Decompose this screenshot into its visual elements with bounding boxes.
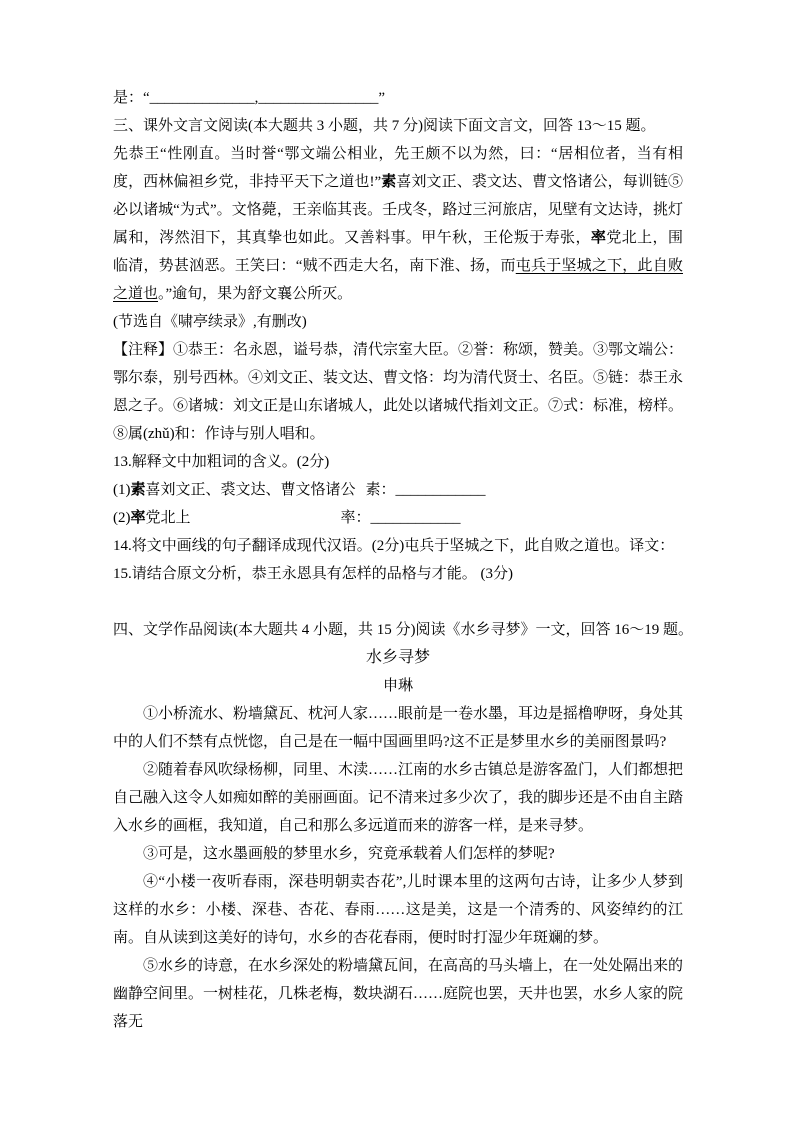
- essay-paragraph-1-text: ①小桥流水、粉墙黛瓦、枕河人家……眼前是一卷水墨，耳边是摇橹咿呀，身处其中的人们不禁有点恍惚，自己是在一幅中国画里吗?这不正是梦里水乡的美丽图景吗?: [113, 706, 684, 750]
- classical-part1: 先恭王“性刚直。当时誉“鄂文端公相业，先王颇不以为然，曰：“居相位者，当有相度，西林偏袒乡党，非持平天下之道也!”: [113, 146, 683, 190]
- essay-paragraph-2: [113, 756, 683, 840]
- q13-item2-bold-word: 率: [130, 510, 146, 526]
- q13-item1-text: 喜刘文正、裘文达、曹文恪诸公: [145, 482, 356, 498]
- essay-paragraph-2-text: ②随着春风吹绿杨柳，同里、木渎……江南的水乡古镇总是游客盈门，人们都想把自己融入这令人如痴如醉的美丽画面。记不清来过多少次了，我的脚步还是不由自主踏入水乡的画框，我知道，自己和那么多远道而来的游客一样，是来寻梦。: [113, 762, 684, 834]
- classical-part2: 喜刘文正、裘文达、曹文恪诸公，每训链⑤必以诸城“为式”。文恪薨，王亲临其丧。壬戌冬，路过三河旅店，见壁有文达诗，挑灯属和，涔然泪下，其真挚也如此。又善料事。甲午秋，王伦叛于寿张，: [113, 174, 683, 246]
- question-14-text: 14.将文中画线的句子翻译成现代汉语。(2分)屯兵于坚城之下，此自败之道也。译文：: [113, 538, 675, 554]
- essay-author: [113, 672, 683, 700]
- question-13-item-2: [113, 504, 683, 532]
- q13-item1-num: (1): [113, 482, 131, 498]
- question-13-header: [113, 448, 683, 476]
- fill-in-text: 是：“______________,________________”: [113, 90, 386, 106]
- essay-paragraph-4-text: ④“小楼一夜听春雨，深巷明朝卖杏花”,儿时课本里的这两句古诗，让多少人梦到这样的水乡：小楼、深巷、杏花、春雨……这是美，这是一个清秀的、风姿绰约的江南。自从读到这美好的诗句，水乡的杏花春雨，便时时打湿少年斑斓的梦。: [113, 874, 683, 946]
- essay-title-text: 水乡寻梦: [365, 649, 430, 666]
- essay-paragraph-4: [113, 868, 683, 952]
- essay-author-text: 申琳: [382, 678, 413, 694]
- q13-item2-num: (2): [113, 510, 131, 526]
- classical-passage: [113, 140, 683, 308]
- section3-header: [113, 112, 683, 140]
- passage-source-text: (节选自《啸亭续录》,有删改): [113, 314, 307, 330]
- classical-underlined-clause: 屯兵于坚城之下，此自败之道也: [113, 258, 683, 302]
- section3-header-text: 三、课外文言文阅读(本大题共 3 小题，共 7 分)阅读下面文言文，回答 13～15 题。: [113, 118, 656, 134]
- q13-item2-answer-blank: ____________: [370, 510, 461, 526]
- blank-line-spacer: [113, 588, 683, 616]
- question-15-text: 15.请结合原文分析，恭王永恩具有怎样的品格与才能。 (3分): [113, 566, 513, 582]
- essay-paragraph-5: [113, 952, 683, 1036]
- question-13-item-1: [113, 476, 683, 504]
- essay-paragraph-5-text: ⑤水乡的诗意，在水乡深处的粉墙黛瓦间，在高高的马头墙上，在一处处隔出来的幽静空间里。一树桂花，几株老梅，数块湖石……庭院也罢，天井也罢，水乡人家的院落无: [113, 958, 684, 1030]
- q13-item2-text: 党北上: [145, 510, 191, 526]
- page-content: [113, 84, 693, 1036]
- essay-paragraph-1: [113, 700, 683, 756]
- passage-notes-text: 【注释】①恭王：名永恩，谥号恭，清代宗室大臣。②誉：称颂，赞美。③鄂文端公：鄂尔泰，别号西林。④刘文正、装文达、曹文恪：均为清代贤士、名臣。⑤链：恭王永恩之子。⑥诸城：刘文正是山东诸城人，此处以诸城代指刘文正。⑦式：标准，榜样。⑧属(zhǔ)和：作诗与别人唱和。: [113, 342, 684, 442]
- passage-source: [113, 308, 683, 336]
- fill-in-blank-line: [113, 84, 683, 112]
- classical-bold-shuai: 率: [590, 230, 607, 246]
- question-15: [113, 560, 683, 588]
- essay-title: [113, 644, 683, 672]
- classical-bold-su: 素: [381, 174, 397, 190]
- section4-header: [113, 616, 693, 644]
- q13-item1-label: 素：: [365, 482, 396, 498]
- classical-part4: 。”逾旬，果为舒文襄公所灭。: [158, 286, 353, 302]
- essay-paragraph-3-text: ③可是，这水墨画般的梦里水乡，究竟承载着人们怎样的梦呢?: [143, 846, 555, 862]
- q13-item1-answer-blank: ____________: [395, 482, 486, 498]
- question-14: [113, 532, 683, 560]
- q13-item1-bold-word: 素: [130, 482, 146, 498]
- passage-notes: [113, 336, 683, 448]
- section4-header-text: 四、文学作品阅读(本大题共 4 小题，共 15 分)阅读《水乡寻梦》一文，回答 16～19 题。: [113, 622, 693, 638]
- question-13-header-text: 13.解释文中加粗词的含义。(2分): [113, 454, 330, 470]
- classical-part3: 党北上，围临清，势甚汹恶。王笑曰：“贼不西走大名，南下淮、扬，而: [113, 230, 683, 274]
- essay-paragraph-3: [113, 840, 683, 868]
- q13-item2-label: 率：: [340, 510, 371, 526]
